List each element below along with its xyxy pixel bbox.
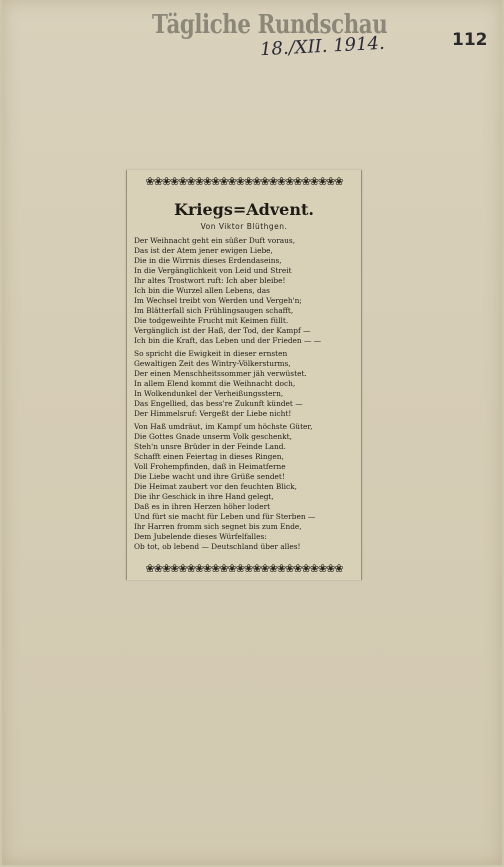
poem-line: In allem Elend kommt die Weihnacht doch, <box>134 379 296 388</box>
ornament-border-top: ❀❀❀❀❀❀❀❀❀❀❀❀❀❀❀❀❀❀❀❀❀❀❀❀ <box>145 175 343 188</box>
poem-line: Der Himmelsruf: Vergeßt der Liebe nicht! <box>134 409 292 418</box>
poem-line: Das ist der Atem jener ewigen Liebe, <box>134 246 273 255</box>
newspaper-stamp: Tägliche Rundschau <box>152 10 388 40</box>
handwritten-date: 18./XII. 1914. <box>259 32 386 61</box>
poem-line: Schafft einen Feiertag in dieses Ringen, <box>134 452 284 461</box>
poem-line: Ob tot, ob lebend — Deutschland über alles! <box>134 542 301 551</box>
poem-line: Und fürt sie macht für Leben und für Sterben — <box>134 512 316 521</box>
poem-line: Die todgeweihte Frucht mit Keimen füllt. <box>134 316 289 325</box>
archive-page <box>2 0 502 865</box>
poem-line: Im Blätterfall sich Frühlingsaugen schafft, <box>134 306 294 315</box>
poem-line: Das Engellied, das bess're Zukunft kündet — <box>134 399 303 408</box>
poem-stanza <box>134 349 357 419</box>
poem-line: Gewaltigen Zeit des Wintry-Völkersturms, <box>134 359 291 368</box>
poem-stanza <box>134 422 357 552</box>
poem-line: Von Haß umdräut, im Kampf um höchste Güter, <box>134 422 313 431</box>
ornament-border-bottom: ❀❀❀❀❀❀❀❀❀❀❀❀❀❀❀❀❀❀❀❀❀❀❀❀ <box>145 562 343 575</box>
poem-line: Ich bin die Kraft, das Leben und der Frieden — — <box>134 336 322 345</box>
poem-line: Steh'n unsre Brüder in der Feinde Land. <box>134 442 286 451</box>
poem-line: Ihr altes Trostwort ruft: Ich aber bleibe! <box>134 276 286 285</box>
poem-line: Die Liebe wacht und ihre Grüße sendet! <box>134 472 285 481</box>
poem-line: Im Wechsel treibt von Werden und Vergeh'n; <box>134 296 302 305</box>
poem-line: Voll Frohempfinden, daß in Heimatferne <box>134 462 286 471</box>
poem-line: Die Gottes Gnade unserm Volk geschenkt, <box>134 432 292 441</box>
poem-author: Von Viktor Blüthgen. <box>200 222 288 231</box>
poem-line: Die ihr Geschick in ihre Hand gelegt, <box>134 492 274 501</box>
newspaper-clipping <box>126 170 362 580</box>
poem-line: Die Heimat zaubert vor den feuchten Blick, <box>134 482 298 491</box>
poem-line: In Wolkendunkel der Verheißungsstern, <box>134 389 284 398</box>
poem-line: Ich bin die Wurzel allen Lebens, das <box>134 286 270 295</box>
poem-line: So spricht die Ewigkeit in dieser ernsten <box>134 349 288 358</box>
poem-line: In die Vergänglichkeit von Leid und Streit <box>134 266 292 275</box>
poem-body <box>134 236 357 555</box>
poem-stanza <box>134 236 357 346</box>
page-number: 112 <box>452 30 488 50</box>
poem-line: Vergänglich ist der Haß, der Tod, der Kampf — <box>134 326 311 335</box>
poem-line: Der einen Menschheitssommer jäh verwüstet. <box>134 369 307 378</box>
poem-line: Daß es in ihren Herzen höher lodert <box>134 502 271 511</box>
poem-line: Die in die Wirrnis dieses Erdendaseins, <box>134 256 282 265</box>
poem-title: Kriegs=Advent. <box>174 200 314 219</box>
poem-line: Der Weihnacht geht ein süßer Duft voraus, <box>134 236 296 245</box>
poem-line: Dem Jubelende dieses Würfelfalles: <box>134 532 267 541</box>
poem-line: Ihr Harren fromm sich segnet bis zum Ende, <box>134 522 302 531</box>
